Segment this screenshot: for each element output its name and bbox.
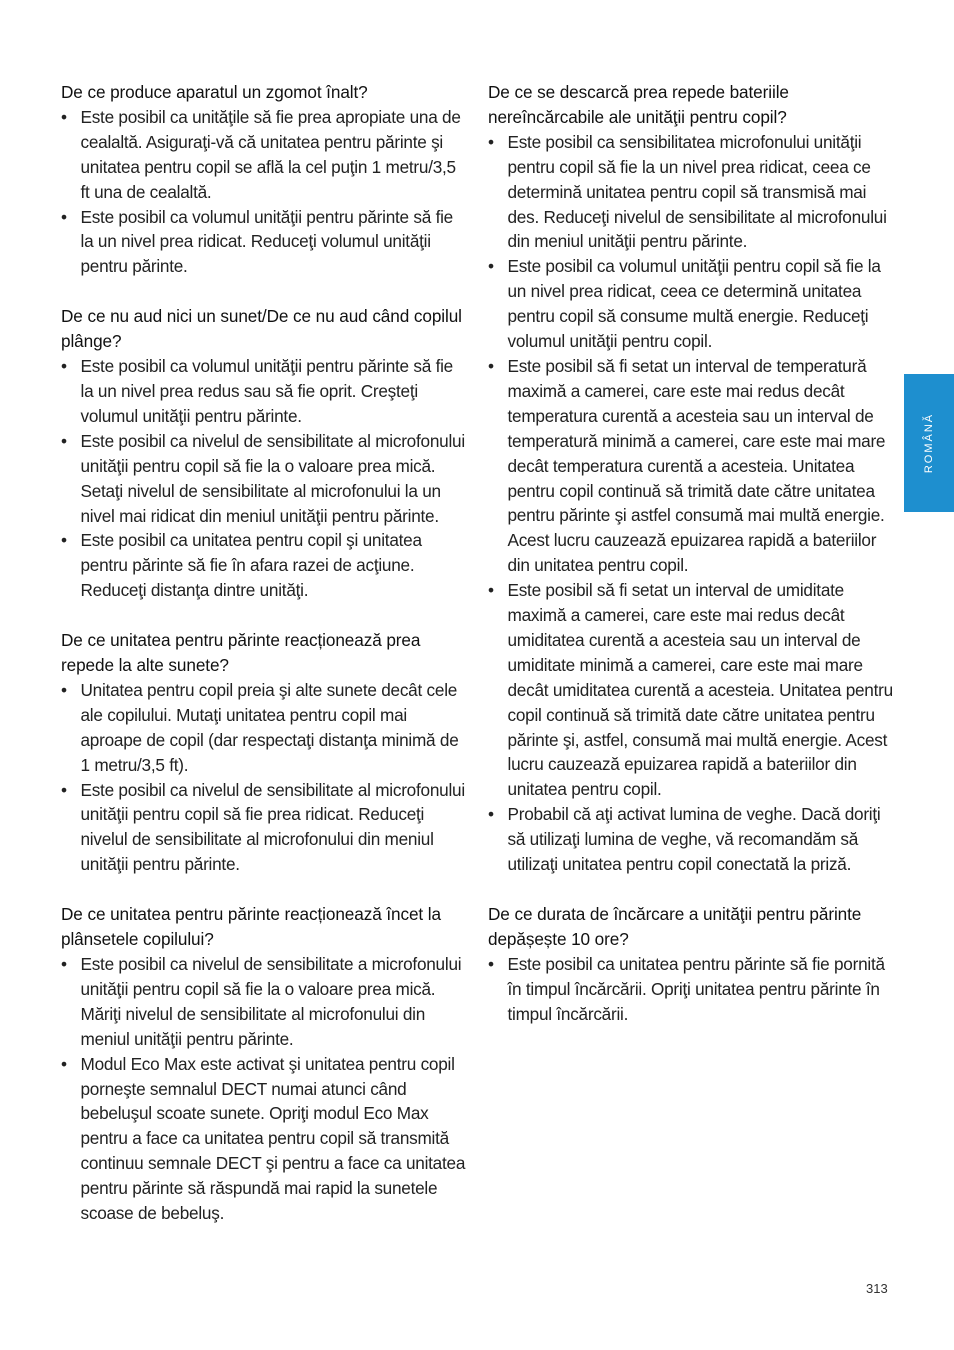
right-column [488, 80, 898, 1052]
list-item [61, 105, 466, 205]
bullet-list [61, 678, 466, 877]
faq-section-no-sound [61, 304, 466, 603]
section-title: De ce unitatea pentru părinte reacționează încet la plânsetele copilului? [61, 904, 441, 950]
list-item-text: • Este posibil ca sensibilitatea microfonului unităţii pentru copil să fie la un nivel prea ridicat, ceea ce determină unitatea pentru copil să transmisă mai des. Reduceţi nivelul de sensibilitate al microfonului din meniul unităţii pentru părinte. [507, 131, 887, 252]
bullet-list [488, 952, 898, 1027]
list-item-text: • Este posibil să fi setat un interval de temperatură maximă a camerei, care este mai redus decât temperatura curentă a acesteia sau un interval de temperatură minimă a camerei, care este mai mare decât temperatura curentă a acesteia. Unitatea pentru copil continuă să trimită date către unitatea pentru părinte şi astfel consumă mai multă energie. Acest lucru cauzează epuizarea rapidă a bateriilor din unitatea pentru copil. [507, 355, 886, 576]
language-tab-label: ROMÂNĂ [923, 412, 935, 474]
list-item [61, 205, 466, 280]
list-item-text: • Probabil că aţi activat lumina de veghe. Dacă doriţi să utilizaţi lumina de veghe, vă recomandăm să utilizaţi unitatea pentru copil conectată la priză. [507, 804, 881, 875]
list-item-text: • Este posibil ca volumul unităţii pentru părinte să fie la un nivel prea redus sau să fie oprit. Creşteţi volumul unităţii pentru părinte. [80, 356, 453, 426]
list-item-text: • Este posibil ca volumul unităţii pentru copil să fie la un nivel prea ridicat, ceea ce determină unitatea pentru copil să consume multă energie. Reduceţi volumul unităţii pentru copil. [507, 256, 881, 352]
list-item [61, 429, 466, 529]
list-item [488, 952, 898, 1027]
page-number: 313 [866, 1281, 888, 1296]
section-title: De ce unitatea pentru părinte reacționează prea repede la alte sunete? [61, 630, 421, 676]
list-item [61, 678, 466, 778]
section-title: De ce nu aud nici un sunet/De ce nu aud când copilul plânge? [61, 306, 462, 352]
faq-section-batteries-drain [488, 80, 898, 877]
list-item [488, 354, 898, 578]
faq-section-high-noise [61, 80, 466, 279]
list-item-text: • Este posibil ca nivelul de sensibilitate al microfonului unităţii pentru copil să fie prea ridicat. Reduceţi nivelul de sensibilitate al microfonului din meniul unităţii pentru părinte. [80, 779, 465, 875]
bullet-list [61, 354, 466, 603]
list-item [488, 254, 898, 354]
list-item-text: • Este posibil ca volumul unităţii pentru părinte să fie la un nivel prea ridicat. Reduceţi volumul unităţii pentru părinte. [80, 206, 453, 277]
section-title: De ce se descarcă prea repede bateriile nereîncărcabile ale unităţii pentru copil? [488, 82, 789, 127]
list-item [488, 578, 898, 802]
list-item-text: • Este posibil ca nivelul de sensibilitate a microfonului unităţii pentru copil să fie la o valoare prea mică. Măriţi nivelul de sensibilitate al microfonului din meniul unităţii pentru părinte. [80, 954, 462, 1049]
list-item [488, 802, 898, 877]
language-tab [904, 374, 954, 512]
left-column [61, 80, 466, 1251]
list-item-text: • Este posibil ca unitatea pentru copil şi unitatea pentru părinte să fie în afara razei de acţiune. Reduceţi distanţa dintre unităţi. [80, 530, 422, 601]
section-title: De ce durata de încărcare a unităţii pentru părinte depășește 10 ore? [488, 904, 862, 949]
list-item-text: • Este posibil ca nivelul de sensibilitate al microfonului unităţii pentru copil să fie la o valoare prea mică. Setaţi nivelul de sensibilitate al microfonului la un nivel mai ridicat din meniul unităţii pentru părinte. [80, 430, 465, 526]
faq-section-charging-time [488, 902, 898, 1027]
faq-section-reacts-too-fast [61, 628, 466, 877]
faq-section-reacts-slowly [61, 902, 466, 1226]
list-item [61, 952, 466, 1052]
section-title: De ce produce aparatul un zgomot înalt? [61, 82, 368, 102]
list-item [61, 354, 466, 429]
list-item [61, 528, 466, 603]
bullet-list [61, 105, 466, 279]
bullet-list [488, 130, 898, 877]
bullet-list [61, 952, 466, 1226]
list-item [61, 1052, 466, 1226]
list-item-text: • Unitatea pentru copil preia şi alte sunete decât cele ale copilului. Mutaţi unitatea pentru copil mai aproape de copil (dar respectaţi distanţa minimă de 1 metru/3,5 ft). [80, 679, 459, 775]
list-item-text: • Modul Eco Max este activat şi unitatea pentru copil porneşte semnalul DECT numai atunci când bebeluşul scoate sunete. Opriţi modul Eco Max pentru a face ca unitatea pentru copil să transmită continuu semnale DECT şi pentru a face ca unitatea pentru părinte să răspundă mai rapid la sunetele scoase de bebeluş. [80, 1053, 466, 1224]
list-item-text: • Este posibil ca unitatea pentru părinte să fie pornită în timpul încărcării. Opriţi unitatea pentru părinte în timpul încărcării. [507, 953, 885, 1024]
list-item-text: • Este posibil să fi setat un interval de umiditate maximă a camerei, care este mai redus decât umiditatea curentă a acesteia sau un interval de umiditate minimă a camerei, care este mai mare decât umiditatea curentă a acesteia. Unitatea pentru copil continuă să trimită date către unitatea pentru părinte şi, astfel, consumă mai multă energie. Acest lucru cauzează epuizarea rapidă a bateriilor din unitatea pentru copil. [507, 580, 893, 800]
list-item-text: • Este posibil ca unităţile să fie prea apropiate una de cealaltă. Asiguraţi-vă că unitatea pentru părinte şi unitatea pentru copil se află la cel puţin 1 metru/3,5 ft una de cealaltă. [80, 106, 461, 202]
list-item [488, 130, 898, 255]
list-item [61, 778, 466, 878]
